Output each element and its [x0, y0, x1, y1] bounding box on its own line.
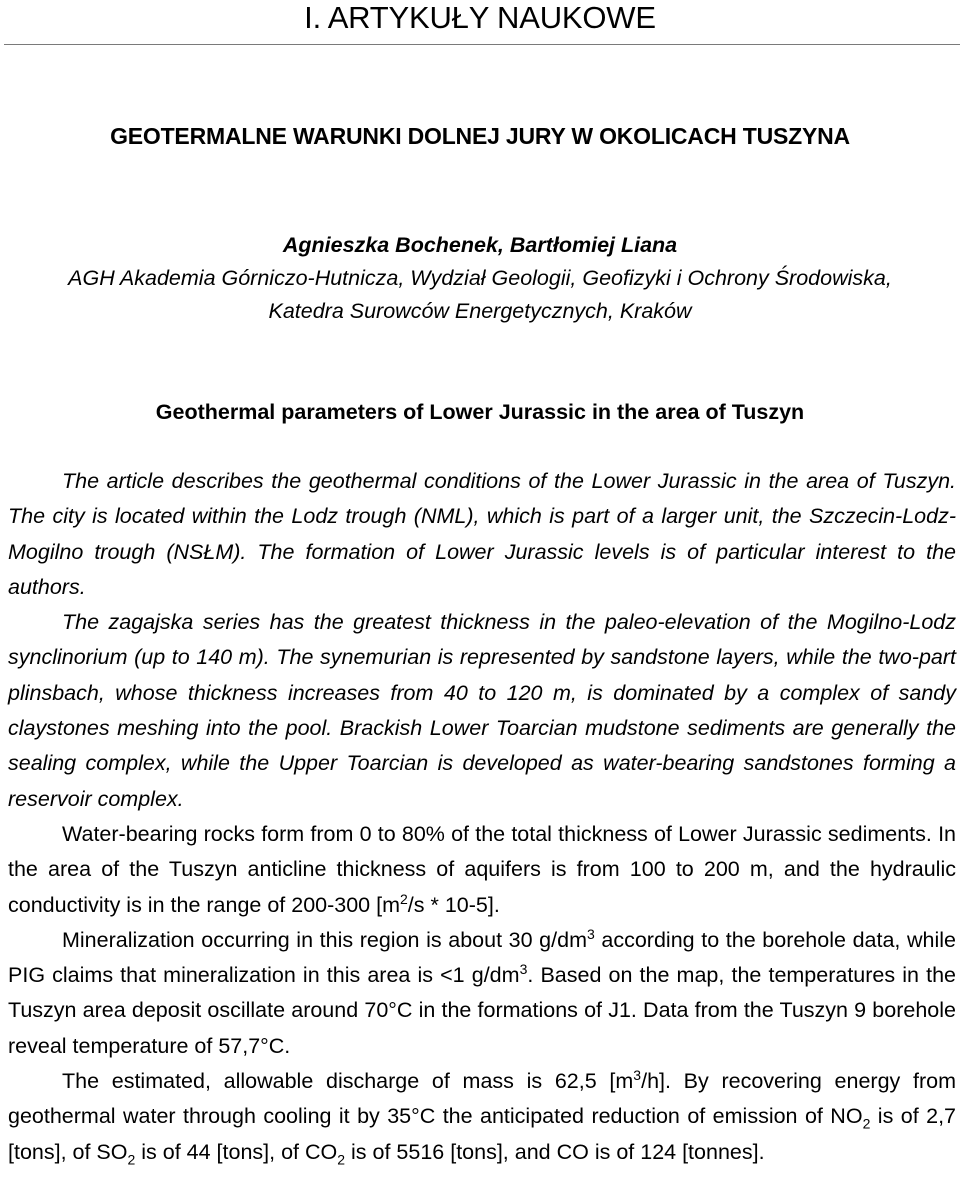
superscript: 2: [400, 890, 408, 907]
english-title: Geothermal parameters of Lower Jurassic in the area of Tuszyn: [155, 400, 805, 424]
superscript: 3: [519, 961, 528, 977]
paragraph-text: /s * 10-5].: [407, 892, 500, 917]
affiliation-line-1: AGH Akademia Górniczo-Hutnicza, Wydział Geologii, Geofizyki i Ochrony Środowiska,: [68, 266, 892, 290]
authors: Agnieszka Bochenek, Bartłomiej Liana: [282, 233, 678, 257]
abstract: [8, 464, 956, 1170]
header-divider: [4, 44, 960, 45]
paragraph-text: /h]. By recovering energy from geothermal water through cooling it by 35°C the anticipated reduction of emission of NO: [8, 1069, 956, 1129]
paragraph-text: Water-bearing rocks form from 0 to 80% of the total thickness of Lower Jurassic sediments. In the area of the Tuszyn anticline thickness of aquifers is from 100 to 200 m, and the hydraulic conductivity is in the range of 200-300 [m: [8, 821, 956, 917]
paragraph-text: is of 44 [tons], of CO: [135, 1139, 338, 1164]
subscript: 2: [862, 1115, 871, 1132]
abstract-paragraph-2: The zagajska series has the greatest thickness in the paleo-elevation of the Mogilno-Lodz synclinorium (up to 140 m). The synemurian is represented by sandstone layers, while the two-part plinsbach, whose thickness increases from 40 to 120 m, is dominated by a complex of sandy claystones meshing into the pool. Brackish Lower Toarcian mudstone sediments are generally the sealing complex, while the Upper Toarcian is developed as water-bearing sandstones forming a reservoir complex.: [8, 610, 956, 811]
paragraph-text: The estimated, allowable discharge of mass is 62,5 [m: [62, 1069, 634, 1094]
superscript: 3: [586, 925, 595, 942]
subscript: 2: [127, 1150, 136, 1167]
paragraph-text: according to the borehole data, while PIG claims that mineralization in this area is <1 g/dm: [8, 927, 956, 988]
paragraph-text: Mineralization occurring in this region is about 30 g/dm: [62, 927, 587, 952]
paragraph-text: is of 2,7 [tons], of SO: [8, 1104, 956, 1164]
section-heading: I. ARTYKUŁY NAUKOWE: [304, 0, 656, 35]
subscript: 2: [337, 1150, 346, 1167]
abstract-paragraph-3: [8, 817, 956, 923]
paragraph-text: . Based on the map, the temperatures in the Tuszyn area deposit oscillate around 70°C in the formations of J1. Data from the Tuszyn 9 borehole reveal temperature of 57,7°C.: [8, 963, 956, 1058]
abstract-paragraph-4: [8, 923, 956, 1064]
affiliation-line-2: Katedra Surowców Energetycznych, Kraków: [268, 299, 692, 323]
paragraph-text: is of 5516 [tons], and CO is of 124 [tonnes].: [345, 1139, 765, 1164]
abstract-paragraph-5: [8, 1064, 956, 1170]
superscript: 3: [633, 1066, 642, 1083]
abstract-paragraph-1: The article describes the geothermal conditions of the Lower Jurassic in the area of Tuszyn. The city is located within the Lodz trough (NML), which is part of a larger unit, the Szczecin-Lodz-Mogilno trough (NSŁM). The formation of Lower Jurassic levels is of particular interest to the authors.: [8, 469, 956, 599]
paper-title: GEOTERMALNE WARUNKI DOLNEJ JURY W OKOLICACH TUSZYNA: [110, 123, 850, 149]
